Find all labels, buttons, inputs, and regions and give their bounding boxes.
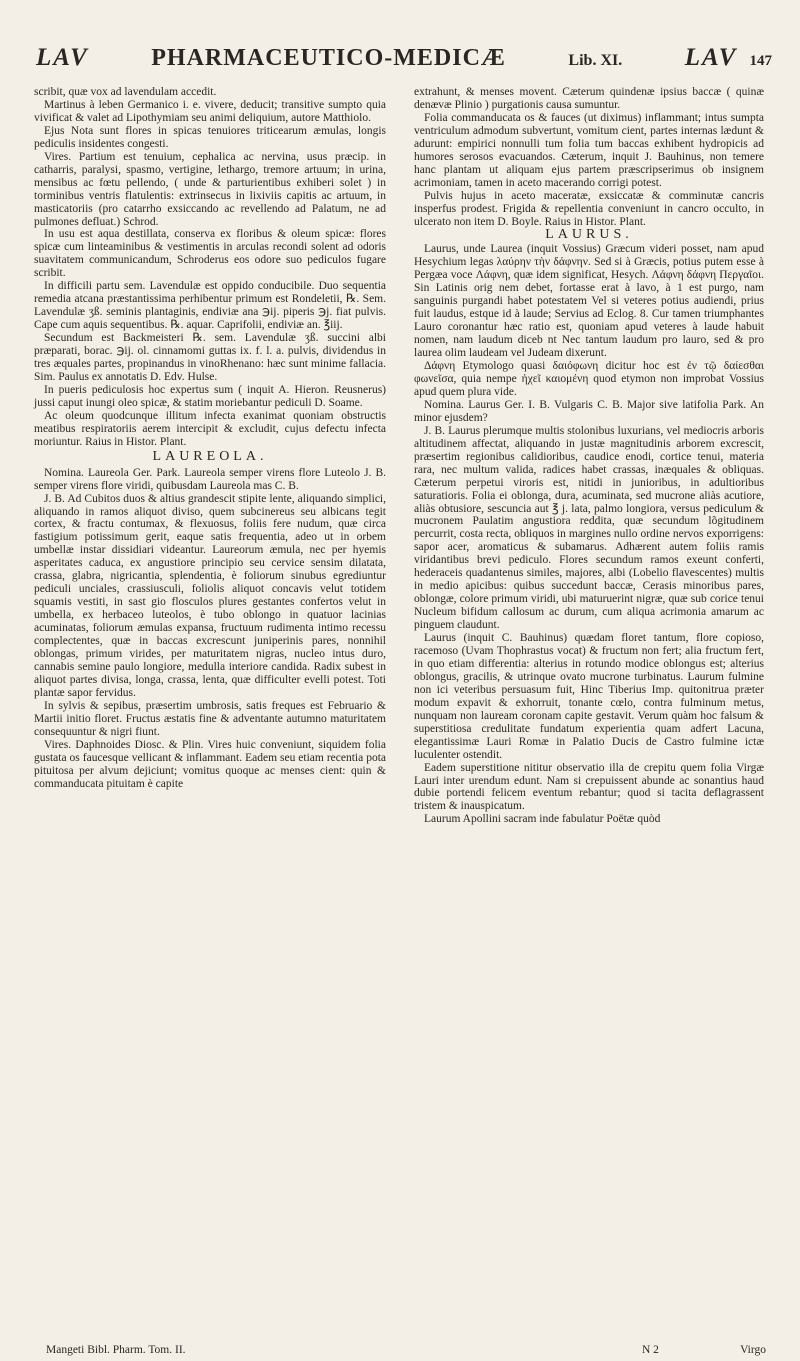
paragraph: Ac oleum quodcunque illitum infecta exanimat quoniam obstructis meatibus respiratoriis aerem intercipit & excludit, cujus defectu infecta moriuntur. Raius in Histor. Plant. [34, 409, 386, 448]
left-text-column [34, 86, 386, 790]
signature-mark: N 2 [642, 1344, 659, 1356]
paragraph: Eadem superstitione nititur observatio illa de crepitu quem folia Virgæ Lauri inter urendum edunt. Nam si crepuissent abunde ac sonantius haud dubie portendi felicem eventum rebantur; quod si tacita deflagrassent tristem & inauspicatum. [414, 761, 764, 813]
right-text-column [414, 86, 764, 826]
paragraph: Vires. Partium est tenuium, cephalica ac nervina, usus præcip. in catharris, paralysi, spasmo, vertigine, lethargo, tremore artuum; in urina, mensibus ac fœtu pellendo, ( unde & parturientibus exhiberi solet ) in torminibus ventris flatulentis: extrinsecus in lixiviis capitis ac artuum, in masticatoriis (pro catarrho exsiccando ac revellendo ad Palatum, ne ad pulmones defluat.) Schrod. [34, 150, 386, 228]
paragraph: Laurum Apollini sacram inde fabulatur Poëtæ quòd [424, 813, 661, 826]
paragraph: Δάφνη Etymologo quasi δαιόφωνη dicitur hoc est ἐν τῷ δαίεσθαι φωνεῖσα, quia nempe ἠχεῖ καιομένη quod etymon non improbat Vossius apud quem plura vide. [414, 360, 764, 398]
paragraph: Pulvis hujus in aceto maceratæ, exsiccatæ & comminutæ cancris insperfus prodest. Frigida & repellentia conveniunt in cancro occulto, in ulcerato non item D. Boyle. Raius in Histor. Plant. [414, 189, 764, 228]
paragraph: J. B. Ad Cubitos duos & altius grandescit stipite lente, aliquando simplici, aliquando in ramos aliquot diviso, quem subcinereus seu albicans tegit cortex, & fractu contumax, & flexuosus, foliis fere nudum, quæ circa fastigium potissimum gerit, eaque satis frequentia, adeo ut in orbem umbellæ instar dissidiari videantur. Laureorum æmula, nec per hyemis asperitates caduca, ex angustiore principio seu cervice sensim dilatata, crassa, glabra, nigricantia, splendentia, è foliorum sinubus egrediuntur pediculi unciales, crassiusculi, foliolis aliquot concavis velut totidem squamis vestiti, in sast gio flosculos plures gestantes confertos velut in umbella, ex herbaceo luteolos, è tubo oblongo in quatuor lacinias acuminatas, foliorum æmulas expansa, fructuum rudimenta intimo recessu complectentes, quæ in baccas excrescunt juniperinis pares, nonnihil oblongas, primum virides, per maturitatem nigras, nucleo intus duro, cannabis semine paulo longiore, medulla interiore candida. Radix subest in aliquot partes divisa, longa, crassa, lenta, quæ difficulter evelli potest. Toti plantæ sapor fervidus. [34, 492, 386, 699]
paragraph: Ejus Nota sunt flores in spicas tenuiores triticearum æmulas, longis pediculis insidentes congesti. [34, 124, 386, 150]
paragraph: In sylvis & sepibus, præsertim umbrosis, satis freques est Februario & Martii initio floret. Fructus æstatis fine & adventante autumno maturitatem consequuntur & nigri fiunt. [34, 699, 386, 738]
paragraph: Vires. Daphnoides Diosc. & Plin. Vires huic conveniunt, siquidem folia gustata os faucesque vellicant & inflammant. Eadem seu etiam recentia pota pituitosa per alvum dejiciunt; vomitus quoque ac menses cient: quin & commanducata pituitam è capite [34, 738, 386, 790]
paragraph: In usu est aqua destillata, conserva ex floribus & oleum spicæ: flores spicæ cum linteaminibus & vestimentis in arculas recondi solent ad odoris suavitatem communicandum, Schroderus eos odore suo pediculos fugare scribit. [34, 228, 386, 280]
paragraph: Nomina. Laureola Ger. Park. Laureola semper virens flore Luteolo J. B. semper virens flore viridi, quibusdam Laureola mas C. B. [34, 466, 386, 492]
catchword: Virgo [740, 1344, 766, 1356]
paragraph: extrahunt, & menses movent. Cæterum quindenæ ipsius baccæ ( quinæ denævæ Plinio ) purgationis causa sumuntur. [414, 86, 764, 111]
paragraph: Secundum est Backmeisteri ℞. sem. Lavendulæ ʒß. succini albi præparati, borac. ℈ij. ol. cinnamomi guttas ix. f. l. a. pulvis, dividendus in tres æquales partes, propinandus in vinoRhenano: hæc sunt minime fallacia. Sim. Paulus ex annotatis D. Edv. Hulse. [34, 332, 386, 383]
paragraph: In pueris pediculosis hoc expertus sum ( inquit A. Hieron. Reusnerus) jussi caput inungi oleo spicæ, & statim moriebantur pediculi D. Soame. [34, 383, 386, 409]
paragraph: In difficili partu sem. Lavendulæ est oppido conducibile. Duo sequentia remedia atcana præstantissima perhibentur primum est Rondeletii, ℞. Sem. Lavendulæ ʒß. seminis plantaginis, endiviæ ana ℈ij. piperis ℈j. fiat pulvis. Cape cum aquis sequentibus. ℞. aquar. Caprifolii, endiviæ an. ℥iij. [34, 280, 386, 332]
paragraph: Laurus, unde Laurea (inquit Vossius) Græcum videri posset, nam apud Hesychium legas λαύρην τὴν δάφνην. Sed si à Græcis, potius putem esse à Pergæa voce Λάφνη, quæ idem significat, Hesych. Λάφνη δάφνη Περγαῖοι. Sin Latinis orig nem debet, fortasse erat à lavo, à 1 est purgo, nam sanguinis purgandi habet potestatem Vel si veteres potius audiendi, prius fuit laudus, estque id à laude; Servius ad Eclog. 8. Cur tamen triumphantes Lauro coronantur hæc ratio est, quoniam apud veteres à laude habuit nomen, nam laudum diceb nt Nec tantum laudum pro lauro, sed & pro laurea olim laudeam vel Judeam dixerunt. [414, 243, 764, 360]
paragraph: Martinus à leben Germanico i. e. vivere, deducit; transitive sumpto quia vivificat & valet ad Lipothymiam seu animi deliquium, autore Matthiolo. [34, 98, 386, 124]
header-lav-right: LAV [684, 44, 738, 71]
header-book-number: Lib. XI. [568, 52, 623, 69]
section-heading: LAURUS. [545, 227, 633, 243]
section-heading: LAUREOLA. [152, 448, 268, 464]
header-title: PHARMACEUTICO-MEDICÆ [151, 45, 506, 71]
paragraph: scribit, quæ vox ad lavendulam accedit. [34, 86, 217, 98]
page-number: 147 [749, 53, 772, 69]
page-footer [46, 1344, 770, 1358]
footer-source: Mangeti Bibl. Pharm. Tom. II. [46, 1344, 186, 1356]
header-lav-left: LAV [36, 44, 89, 71]
running-header [36, 44, 772, 84]
header-right-group [685, 44, 772, 72]
paragraph: Laurus (inquit C. Bauhinus) quædam floret tantum, flore copioso, racemoso (Uvam Thophrastus vocat) & fructum non fert; alia fructum fert, in quo etiam differentia: alterius in rotundo modice oblongus est; alterius oblongus, gracilis, & utrinque ovato mucrone turbinatus. Laurum fulmine non ici veteribus persuasum fuit, Hinc Tiberius Imp. quitonitrua præter modum expavit & exhorruit, tonante cœlo, contra fulminum metus, nunquam non lauream coronam capite gestavit. Verum quàm hoc falsum & superstitiosa credulitate fundatum experientia quam adfert Lacuna, elegantissimæ Lauri Romæ in Palatio Ducis de Castro fulmine ictæ luculenter ostendit. [414, 632, 764, 761]
paragraph: Nomina. Laurus Ger. I. B. Vulgaris C. B. Major sive latifolia Park. An minor ejusdem? [414, 398, 764, 424]
paragraph: J. B. Laurus plerumque multis stolonibus luxurians, vel mediocris arboris altitudinem affectat, aliquando in justæ magnitudinis arborem excrescit, præsertim regionibus calidioribus, caudice enodi, cortice tenui, materia rara, nec multum valida, radices habet crassas, inæquales & obliquas. Cæterum perpetui viroris est, nitidi in junioribus, in adultioribus saturatioris. Folia ei oblonga, dura, acuminata, sed mucrone aliàs acutiore, aliàs obtusiore, sescuncia aut ℥ j. lata, palmo longiora, versus pediculum & mucronem Paulatim angustiora reddita, quæ secundum lõgitudinem percurrit, costa recta, obliquos in margines nullo ordine nervos exporrigens: sapor acer, aromaticus & subamarus. Adhærent autem foliis ramis viridantibus brevi pediculo. Flores secundum ramos exeunt conferti, hederaceis quadantenus similes, majores, albi (Lobelio flavescentes) multis in medio apicibus: quibus succedunt baccæ, Cerasis minoribus pares, oblongæ, colore primum viridi, ubi maturuerint nigræ, quæ sub corice tenui Nucleum bifidum callosum ac durum, cum aliqua acrimonia amarum ac pinguem claudunt. [414, 424, 764, 632]
paragraph: Folia commanducata os & fauces (ut diximus) inflammant; intus sumpta ventriculum admodum subvertunt, vomitum cient, partes internas lædunt & adurunt: empirici nonnulli tum folia tum baccas exhibent hydropicis ad humores serosos evacuandos. Cæterum, inquit J. Bauhinus, non temere hanc plantam ut aliquam ejus partem præscripserimus ob insignem acrimoniam, tamen in aceto macerando corrigi potest. [414, 111, 764, 189]
